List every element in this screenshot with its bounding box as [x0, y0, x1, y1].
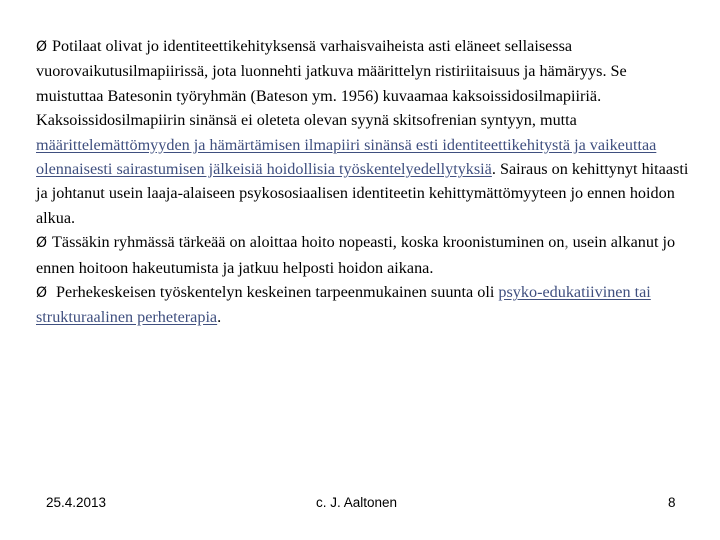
footer-date: 25.4.2013: [46, 495, 107, 510]
bullet-paragraph-3: [36, 280, 696, 330]
paragraph-3-text-start: Perhekeskeisen työskentelyn keskeinen tarpeenmukainen suunta oli: [52, 283, 499, 302]
paragraph-1-link[interactable]: määrittelemättömyyden ja hämärtämisen ilmapiiri sinänsä esti identiteettikehitystä ja vaikeuttaa olennaisesti sairastumisen jälkeisiä hoidollisia työskentelyedellytyksiä: [36, 135, 657, 179]
paragraph-1-text-end: . Sairaus on kehittynyt hitaasti ja johtanut usein laaja-alaiseen psykososiaalisen identiteetin kehittymättömyyteen jo ennen hoidon alkua.: [36, 160, 689, 227]
footer-author: c. J. Aaltonen: [316, 495, 398, 510]
paragraph-2-comma: ,: [564, 233, 569, 252]
paragraph-2-text-start: Tässäkin ryhmässä tärkeää on aloittaa hoito nopeasti, koska kroonistuminen on: [52, 233, 565, 252]
arrow-bullet-icon: Ø: [36, 39, 48, 55]
slide-body: [36, 34, 696, 330]
paragraph-3-link[interactable]: psyko-edukatiivinen tai strukturaalinen perheterapia: [36, 283, 651, 327]
bullet-paragraph-1: [36, 34, 696, 230]
paragraph-1-text-start: Potilaat olivat jo identiteettikehityksensä varhaisvaiheista asti eläneet sellaisessa vuorovaikutusilmapiirissä, jota luonnehti jatkuva määrittelyn ristiriitaisuus ja hämäryys. Se muistuttaa Batesonin työryhmän (Bateson ym. 1956) kuvaamaa kaksoissidosilmapiiriä. Kaksoissidosilmapiirin sinänsä ei oleteta olevan syynä skitsofrenian syntyyn, mutta: [36, 37, 627, 130]
arrow-bullet-icon: Ø: [36, 235, 48, 252]
paragraph-2-text-end: usein alkanut jo ennen hoitoon hakeutumista ja jatkuu helposti hoidon aikana.: [36, 233, 676, 277]
footer-page-number: 8: [668, 495, 676, 510]
arrow-bullet-icon: Ø: [36, 285, 48, 302]
bullet-paragraph-2: [36, 230, 696, 280]
paragraph-3-text-end: .: [217, 308, 222, 327]
